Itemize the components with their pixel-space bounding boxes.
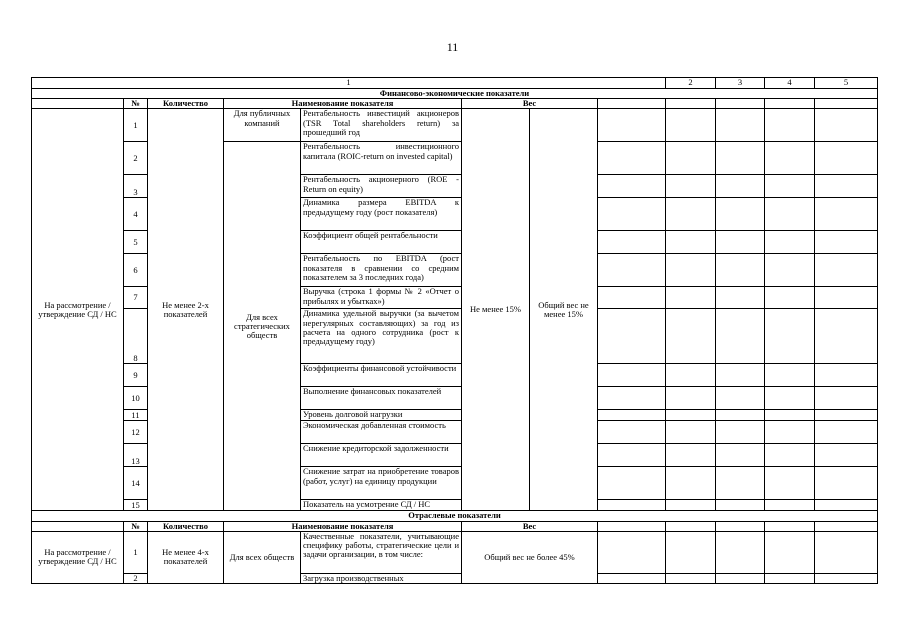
empty-cell [666,500,716,511]
column-number: 4 [765,78,815,89]
weight-total-cell: Общий вес не более 45% [462,531,598,583]
header-weight: Вес [462,521,598,531]
empty-cell [815,287,878,309]
empty-cell [815,387,878,410]
section-title: Финансово-экономические показатели [32,89,878,99]
subject-cell: На рассмотрение /утверждение СД / НС [32,531,124,583]
empty-cell [716,444,765,467]
list-item [32,109,878,142]
indicator-name: Снижение затрат на приобретение товаров (работ, услуг) на единицу продукции [301,467,462,500]
empty-cell [666,287,716,309]
empty-cell [598,573,666,583]
empty-cell [32,521,124,531]
scope-cell: Для публичных компаний [224,109,301,142]
empty-cell [666,364,716,387]
indicator-name: Рентабельность акционерного (ROE - Return on equity) [301,175,462,198]
row-number: 7 [124,287,148,309]
row-number: 15 [124,500,148,511]
empty-cell [765,142,815,175]
empty-cell [598,410,666,421]
header-row [32,521,878,531]
indicator-name: Выполнение финансовых показателей [301,387,462,410]
empty-cell [815,573,878,583]
empty-cell [598,198,666,231]
empty-cell [815,421,878,444]
empty-cell [765,410,815,421]
column-number: 1 [32,78,666,89]
empty-cell [598,254,666,287]
empty-cell [765,254,815,287]
empty-cell [666,254,716,287]
empty-cell [716,99,765,109]
empty-cell [765,287,815,309]
empty-cell [598,309,666,364]
empty-cell [666,444,716,467]
empty-cell [815,99,878,109]
row-number: 11 [124,410,148,421]
row-number: 9 [124,364,148,387]
empty-cell [598,231,666,254]
empty-cell [716,387,765,410]
row-number: 12 [124,421,148,444]
empty-cell [815,254,878,287]
empty-cell [666,421,716,444]
row-number: 14 [124,467,148,500]
quantity-cell: Не менее 4-х показателей [148,531,224,583]
empty-cell [666,410,716,421]
empty-cell [598,99,666,109]
indicator-name: Динамика размера EBITDA к предыдущему году (рост показателя) [301,198,462,231]
empty-cell [598,364,666,387]
header-weight: Вес [462,99,598,109]
empty-cell [815,309,878,364]
list-item [32,531,878,573]
empty-cell [598,421,666,444]
indicator-name: Динамика удельной выручки (за вычетом нерегулярных составляющих) за год из расчета на одного сотрудника (рост к предыдущему году) [301,309,462,364]
empty-cell [716,500,765,511]
indicator-name: Рентабельность инвестиционного капитала (ROIC-return on invested capital) [301,142,462,175]
weight-cell: Не менее 15% [462,109,530,511]
empty-cell [598,467,666,500]
empty-cell [815,531,878,573]
empty-cell [765,309,815,364]
empty-cell [765,198,815,231]
empty-cell [765,573,815,583]
empty-cell [598,175,666,198]
row-number: 10 [124,387,148,410]
empty-cell [815,198,878,231]
row-number: 2 [124,573,148,583]
empty-cell [666,387,716,410]
empty-cell [666,198,716,231]
empty-cell [598,142,666,175]
empty-cell [765,500,815,511]
empty-cell [666,521,716,531]
column-numbers-row [32,78,878,89]
row-number: 13 [124,444,148,467]
empty-cell [765,175,815,198]
empty-cell [815,467,878,500]
indicator-name: Снижение кредиторской задолженности [301,444,462,467]
empty-cell [765,444,815,467]
empty-cell [598,521,666,531]
indicator-name: Экономическая добавленная стоимость [301,421,462,444]
header-name: Наименование показателя [224,99,462,109]
column-number: 2 [666,78,716,89]
empty-cell [598,500,666,511]
subject-cell: На рассмотрение /утверждение СД / НС [32,109,124,511]
row-number: 4 [124,198,148,231]
empty-cell [765,521,815,531]
kpi-table [31,77,878,584]
empty-cell [666,573,716,583]
empty-cell [666,309,716,364]
quantity-cell: Не менее 2-х показателей [148,109,224,511]
empty-cell [716,175,765,198]
empty-cell [815,175,878,198]
header-num: № [124,521,148,531]
empty-cell [765,531,815,573]
empty-cell [666,142,716,175]
empty-cell [815,521,878,531]
empty-cell [666,109,716,142]
empty-cell [666,467,716,500]
row-number: 2 [124,142,148,175]
header-name: Наименование показателя [224,521,462,531]
empty-cell [716,109,765,142]
empty-cell [815,500,878,511]
empty-cell [716,531,765,573]
empty-cell [666,531,716,573]
empty-cell [598,109,666,142]
empty-cell [32,99,124,109]
empty-cell [716,309,765,364]
empty-cell [765,387,815,410]
column-number: 5 [815,78,878,89]
row-number: 5 [124,231,148,254]
empty-cell [716,231,765,254]
indicator-name: Рентабельность инвестиций акционеров (TSR Total shareholders return) за прошедший год [301,109,462,142]
page-number: 11 [446,40,459,54]
row-number: 6 [124,254,148,287]
scope-cell: Для всех стратегических обществ [224,142,301,511]
empty-cell [765,99,815,109]
row-number: 1 [124,109,148,142]
row-number: 3 [124,175,148,198]
section-title-row [32,511,878,521]
indicator-name: Загрузка производственных [301,573,462,583]
row-number: 1 [124,531,148,573]
empty-cell [716,142,765,175]
header-quantity: Количество [148,521,224,531]
empty-cell [765,109,815,142]
indicator-name: Уровень долговой нагрузки [301,410,462,421]
empty-cell [765,467,815,500]
header-row [32,99,878,109]
weight-total-cell: Общий вес не менее 15% [530,109,598,511]
empty-cell [598,387,666,410]
empty-cell [716,573,765,583]
empty-cell [716,410,765,421]
empty-cell [716,521,765,531]
empty-cell [815,410,878,421]
empty-cell [598,444,666,467]
header-num: № [124,99,148,109]
empty-cell [815,364,878,387]
empty-cell [765,364,815,387]
indicator-name: Выручка (строка 1 формы № 2 «Отчет о прибылях и убытках») [301,287,462,309]
row-number: 8 [124,309,148,364]
empty-cell [666,175,716,198]
empty-cell [598,287,666,309]
empty-cell [598,531,666,573]
indicator-name: Показатель на усмотрение СД / НС [301,500,462,511]
indicator-name: Коэффициенты финансовой устойчивости [301,364,462,387]
scope-cell: Для всех обществ [224,531,301,583]
empty-cell [815,444,878,467]
empty-cell [666,231,716,254]
empty-cell [765,421,815,444]
header-quantity: Количество [148,99,224,109]
empty-cell [815,231,878,254]
empty-cell [716,421,765,444]
empty-cell [716,364,765,387]
empty-cell [815,142,878,175]
column-number: 3 [716,78,765,89]
section-title: Отраслевые показатели [32,511,878,521]
empty-cell [716,467,765,500]
empty-cell [716,198,765,231]
section-title-row [32,89,878,99]
empty-cell [716,287,765,309]
indicator-name: Рентабельность по EBITDA (рост показателя в сравнении со средним показателем за 3 последних года) [301,254,462,287]
indicator-name: Качественные показатели, учитывающие специфику работы, стратегические цели и задачи организации, в том числе: [301,531,462,573]
empty-cell [716,254,765,287]
empty-cell [815,109,878,142]
empty-cell [666,99,716,109]
indicator-name: Коэффициент общей рентабельности [301,231,462,254]
empty-cell [765,231,815,254]
